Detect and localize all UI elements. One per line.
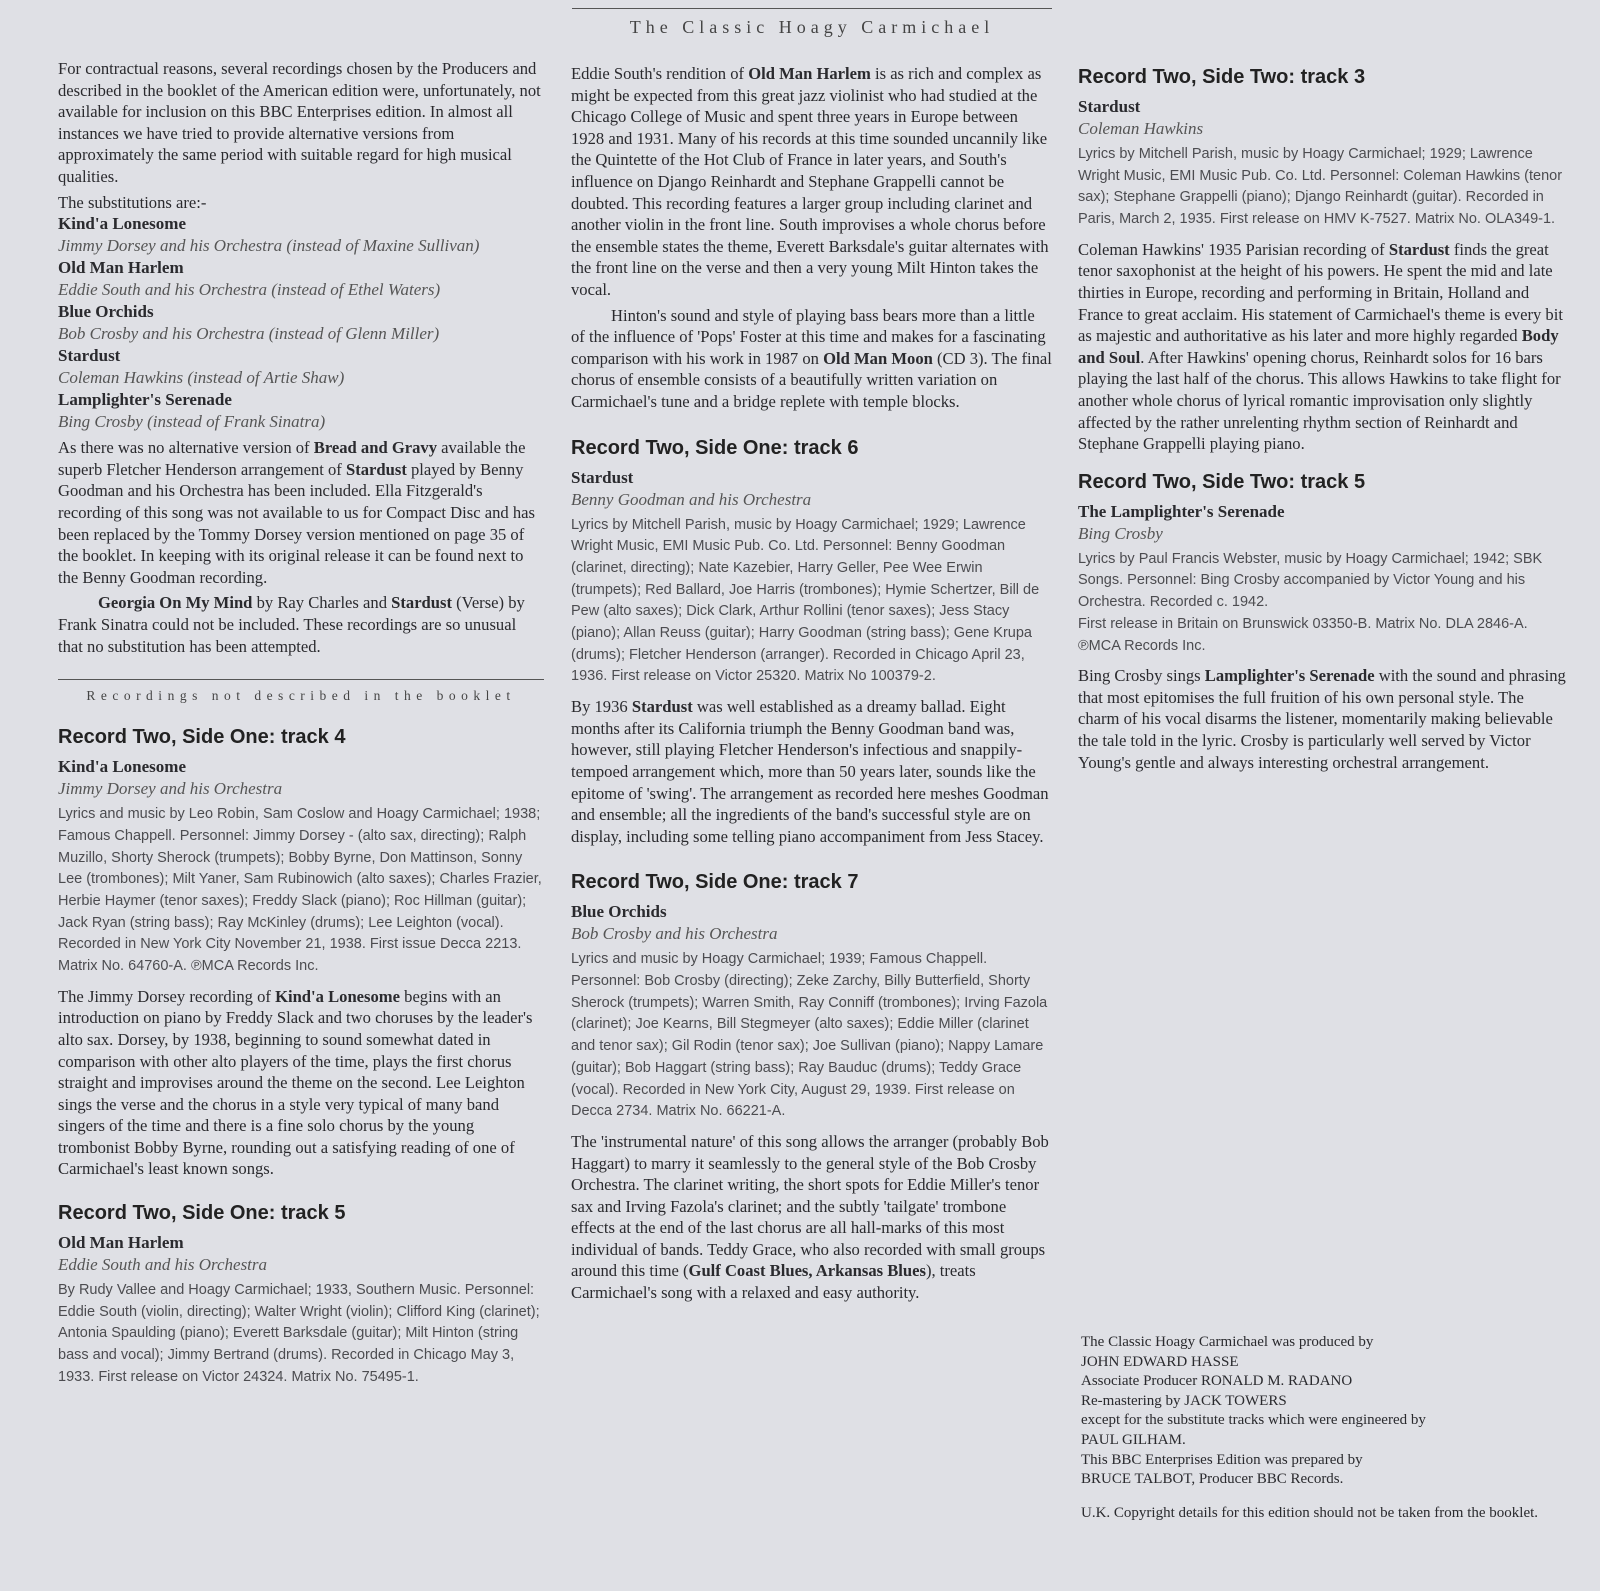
sub-artist: Coleman Hawkins (instead of Artie Shaw) bbox=[58, 368, 345, 388]
intro-paragraph: For contractual reasons, several recordings chosen by the Producers and described in the booklet of the American edition were, unfortunately, not available for inclusion on this BBC Enterprises edition. In almost all instances we have tried to provide alternative versions from approximately the same period with suitable regard for high musical qualities. bbox=[58, 59, 541, 186]
track-r2s2t5 bbox=[1078, 469, 1568, 773]
track-notes: By 1936 Stardust was well established as a dreamy ballad. Eight months after its California triumph the Benny Goodman band was, however, still playing Fletcher Henderson's infectious and snappily-tempoed arrangement which, more than 50 years later, sounds like the epitome of 'swing'. The arrangement as recorded here meshes Goodman and ensemble; all the ingredients of the band's successful style are on display, including some telling piano accompaniment from Jess Stacey. bbox=[571, 697, 1049, 846]
track-r2s1t7 bbox=[571, 869, 1052, 1303]
track-heading: Record Two, Side One: track 5 bbox=[58, 1202, 346, 1225]
track-heading: Record Two, Side Two: track 5 bbox=[1078, 470, 1366, 493]
track-credits: By Rudy Vallee and Hoagy Carmichael; 1933, Southern Music. Personnel: Eddie South (violin, directing); Walter Wright (violin); Clifford King (clarinet); Antonia Spaulding (piano); Everett Barksdale (guitar); Milt Hinton (string bass and vocal); Jimmy Bertrand (drums). Recorded in Chicago May 3, 1933. First release on Victor 24324. Matrix No. 75495-1. bbox=[58, 1282, 540, 1385]
track-heading: Record Two, Side Two: track 3 bbox=[1078, 66, 1366, 88]
track-artist: Bob Crosby and his Orchestra bbox=[571, 924, 778, 944]
column-3 bbox=[1078, 64, 1568, 777]
substitutions-intro: The substitutions are:- bbox=[58, 192, 207, 212]
track-artist: Coleman Hawkins bbox=[1078, 119, 1204, 138]
track-artist: Bing Crosby bbox=[1078, 523, 1163, 543]
track-title: The Lamplighter's Serenade bbox=[1078, 501, 1285, 521]
track-r2s1t6 bbox=[571, 435, 1052, 848]
georgia-paragraph: Georgia On My Mind by Ray Charles and Stardust (Verse) by Frank Sinatra could not be included. These recordings are so unusual that no substitution has been attempted. bbox=[58, 593, 525, 656]
track-credits: Lyrics and music by Hoagy Carmichael; 1939; Famous Chappell. Personnel: Bob Crosby (directing); Zeke Zarchy, Billy Butterfield, Shorty Sherock (trumpets); Warren Smith, Ray Conniff (trombones); Irving Fazola (clarinet); Joe Kearns, Bill Stegmeyer (alto saxes); Eddie Miller (clarinet and tenor sax); Gil Rodin (tenor sax); Joe Sullivan (piano); Nappy Lamare (guitar); Bob Haggart (string bass); Ray Bauduc (drums); Teddy Grace (vocal). Recorded in New York City, August 29, 1939. First release on Decca 2734. Matrix No. 66221-A. bbox=[571, 951, 1048, 1120]
sub-artist: Bob Crosby and his Orchestra (instead of Glenn Miller) bbox=[58, 324, 440, 344]
track-title: Kind'a Lonesome bbox=[58, 757, 186, 777]
sub-title: Lamplighter's Serenade bbox=[58, 390, 232, 410]
track-credits: Lyrics by Paul Francis Webster, music by Hoagy Carmichael; 1942; SBK Songs. Personnel: Bing Crosby accompanied by Victor Young and his Orchestra. Recorded c. 1942. bbox=[1078, 550, 1543, 611]
sub-artist: Jimmy Dorsey and his Orchestra (instead of Maxine Sullivan) bbox=[58, 236, 480, 256]
track-artist: Jimmy Dorsey and his Orchestra bbox=[58, 779, 283, 799]
credit-line: Associate Producer RONALD M. RADANO bbox=[1081, 1373, 1353, 1390]
track-title: Blue Orchids bbox=[571, 902, 667, 922]
old-man-harlem-notes: Eddie South's rendition of Old Man Harlem is as rich and complex as might be expected from this great jazz violinist who had studied at the Chicago College of Music and spent three years in Europe between 1928 and 1931. Many of his records at this time sounded uncannily like the Quintette of the Hot Club of France in later years, and South's influence on Django Reinhardt and Stephane Grappelli cannot be doubted. This recording features a larger group including clarinet and another violin in the front line. South improvises a whole chorus before the ensemble states the theme, Everett Barksdale's guitar alternates with the front line on the verse and then a very young Milt Hinton takes the vocal. bbox=[571, 64, 1049, 299]
credit-line: The Classic Hoagy Carmichael was produced by bbox=[1081, 1334, 1374, 1350]
track-r2s1t4 bbox=[58, 724, 544, 1180]
track-credits: Lyrics and music by Leo Robin, Sam Coslow and Hoagy Carmichael; 1938; Famous Chappell. Personnel: Jimmy Dorsey - (alto sax, directing); Ralph Muzillo, Shorty Sherock (trumpets); Bobby Byrne, Don Mattinson, Sonny Lee (trombones); Milt Yaner, Sam Rubinowich (alto saxes); Charles Frazier, Herbie Haymer (tenor saxes); Freddy Slack (piano); Roc Hillman (guitar); Jack Ryan (string bass); Ray McKinley (drums); Lee Leighton (vocal). Recorded in New York City November 21, 1938. First issue Decca 2213. Matrix No. 64760-A. ℗MCA Records Inc. bbox=[58, 806, 542, 975]
track-heading: Record Two, Side One: track 7 bbox=[571, 871, 859, 894]
sub-title: Old Man Harlem bbox=[58, 258, 184, 278]
credit-line: JOHN EDWARD HASSE bbox=[1081, 1353, 1239, 1370]
column-2 bbox=[571, 63, 1052, 1308]
credit-line: This BBC Enterprises Edition was prepared by bbox=[1081, 1451, 1363, 1468]
credit-line: Re-mastering by JACK TOWERS bbox=[1081, 1392, 1287, 1409]
track-notes: The 'instrumental nature' of this song allows the arranger (probably Bob Haggart) to marry it seamlessly to the general style of the Bob Crosby Orchestra. The clarinet writing, the short spots for Eddie Miller's tenor sax and Irving Fazola's clarinet; and the subtly 'tailgate' trombone effects at the end of the last chorus are all hall-marks of this most individual of bands. Teddy Grace, who also recorded with small groups around this time (Gulf Coast Blues, Arkansas Blues), treats Carmichael's song with a relaxed and easy authority. bbox=[571, 1131, 1049, 1303]
track-heading: Record Two, Side One: track 4 bbox=[58, 726, 346, 749]
sub-title: Stardust bbox=[58, 346, 121, 366]
track-artist: Benny Goodman and his Orchestra bbox=[571, 489, 812, 509]
page-header: The Classic Hoagy Carmichael bbox=[572, 8, 1052, 38]
track-r2s1t5 bbox=[58, 1200, 544, 1389]
sub-title: Blue Orchids bbox=[58, 302, 154, 322]
section-divider: Recordings not described in the booklet bbox=[58, 679, 544, 704]
track-heading: Record Two, Side One: track 6 bbox=[571, 436, 859, 459]
track-title: Stardust bbox=[1078, 97, 1141, 116]
track-credits: Lyrics by Mitchell Parish, music by Hoagy Carmichael; 1929; Lawrence Wright Music, EMI Music Pub. Co. Ltd. Personnel: Coleman Hawkins (tenor sax); Stephane Grappelli (piano); Django Reinhardt (guitar). Recorded in Paris, March 2, 1935. First release on HMV K-7527. Matrix No. OLA349-1. bbox=[1078, 146, 1563, 228]
sub-artist: Eddie South and his Orchestra (instead of Ethel Waters) bbox=[58, 280, 441, 300]
credit-line: PAUL GILHAM. bbox=[1081, 1431, 1186, 1448]
credit-line: BRUCE TALBOT, Producer BBC Records. bbox=[1081, 1471, 1344, 1488]
track-credits: Lyrics by Mitchell Parish, music by Hoagy Carmichael; 1929; Lawrence Wright Music, EMI Music Pub. Co. Ltd. Personnel: Benny Goodman (clarinet, directing); Nate Kazebier, Harry Geller, Pee Wee Erwin (trumpets); Red Ballard, Joe Harris (trombones); Hymie Schertzer, Bill de Pew (alto saxes); Dick Clark, Arthur Rollini (tenor saxes); Jess Stacy (piano); Allan Reuss (guitar); Harry Goodman (string bass); Gene Krupa (drums); Fletcher Henderson (arranger). Recorded in Chicago April 23, 1936. First release on Victor 25320. Matrix No 100379-2. bbox=[571, 516, 1040, 685]
track-notes: Bing Crosby sings Lamplighter's Serenade with the sound and phrasing that most epitomises the full fruition of his own personal style. The charm of his vocal disarms the listener, momentarily making believable the tale told in the lyric. Crosby is particularly well served by Victor Young's gentle and always interesting orchestral arrangement. bbox=[1078, 666, 1566, 772]
track-title: Old Man Harlem bbox=[58, 1233, 184, 1253]
track-artist: Eddie South and his Orchestra bbox=[58, 1255, 268, 1275]
sub-title: Kind'a Lonesome bbox=[58, 214, 186, 234]
hinton-notes: Hinton's sound and style of playing bass bears more than a little of the influence of 'Pops' Foster at this time and makes for a fascinating comparison with his work in 1987 on Old Man Moon (CD 3). The final chorus of ensemble consists of a beautifully written variation on Carmichael's tune and a bridge replete with temple blocks. bbox=[571, 305, 1052, 411]
copyright-note: U.K. Copyright details for this edition should not be taken from the booklet. bbox=[1081, 1504, 1539, 1521]
substitutions-list bbox=[58, 213, 544, 433]
track-notes: The Jimmy Dorsey recording of Kind'a Lonesome begins with an introduction on piano by Freddy Slack and two choruses by the leader's alto sax. Dorsey, by 1938, beginning to sound somewhat dated in comparison with other alto players of the time, plays the first chorus straight and improvises around the theme on the second. Lee Leighton sings the verse and the chorus in a style very typical of many band singers of the time and there is a fine solo chorus by the young trombonist Bobby Byrne, rounding out a satisfying reading of one of Carmichael's least known songs. bbox=[58, 986, 533, 1179]
column-1 bbox=[58, 58, 544, 1397]
bread-and-gravy-paragraph: As there was no alternative version of Bread and Gravy available the superb Fletcher Henderson arrangement of Stardust played by Benny Goodman and his Orchestra has been included. Ella Fitzgerald's recording of this song was not available to us for Compact Disc and has been replaced by the Tommy Dorsey version mentioned on page 35 of the booklet. In keeping with its original release it can be found next to the Benny Goodman recording. bbox=[58, 438, 535, 587]
sub-artist: Bing Crosby (instead of Frank Sinatra) bbox=[58, 412, 326, 432]
production-credits bbox=[1081, 1333, 1541, 1523]
track-credits-release: First release in Britain on Brunswick 03350-B. Matrix No. DLA 2846-A. ℗MCA Records Inc. bbox=[1078, 615, 1528, 654]
credit-line: except for the substitute tracks which were engineered by bbox=[1081, 1412, 1426, 1429]
track-r2s2t3 bbox=[1078, 64, 1568, 455]
track-notes: Coleman Hawkins' 1935 Parisian recording of Stardust finds the great tenor saxophonist at the height of his powers. He spent the mid and late thirties in Europe, recording and performing in Britain, Holland and France to great acclaim. His statement of Carmichael's theme is every bit as majestic and authoritative as his later and more highly regarded Body and Soul. After Hawkins' opening chorus, Reinhardt solos for 16 bars playing the last half of the chorus. This allows Hawkins to take flight for another whole chorus of lyrical romantic improvisation only slightly affected by the rather unrelenting rhythm section of Reinhardt and Stephane Grappelli playing piano. bbox=[1078, 239, 1563, 454]
track-title: Stardust bbox=[571, 467, 634, 487]
